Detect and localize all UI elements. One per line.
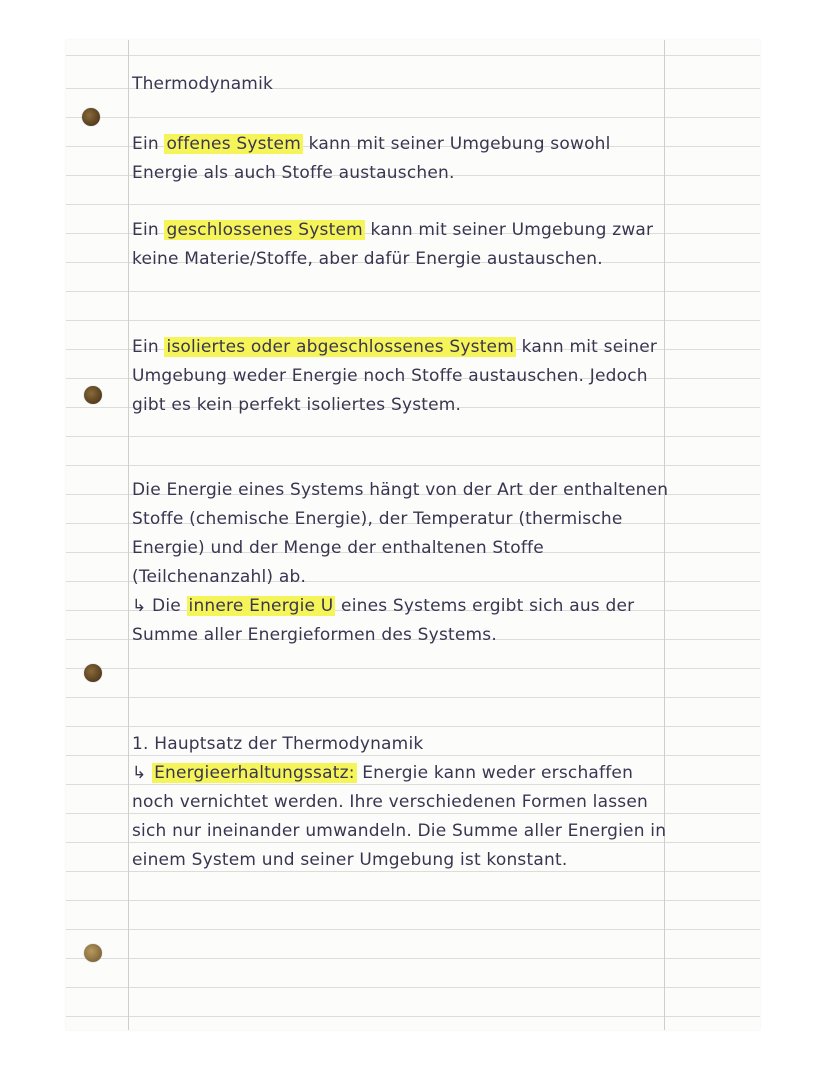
text-segment: Die Energie eines Systems hängt von der Art der enthaltenen Stoffe (chemische Energie), der Temperatur (thermische Energie) und der Menge der enthaltenen Stoffe (Teilchenanzahl) ab. — [132, 480, 669, 587]
highlighted-term: Energieerhaltungssatz: — [154, 763, 355, 783]
highlighted-term: innere Energie U — [188, 596, 334, 616]
text-segment: eines Systems ergibt sich aus der Summe aller Energieformen des Systems. — [132, 596, 635, 645]
highlighted-term: isoliertes oder abgeschlossenes System — [166, 337, 514, 357]
section-heading: 1. Hauptsatz der Thermodynamik — [132, 734, 424, 754]
text-segment: kann mit seiner Umgebung weder Energie noch Stoffe austauschen. Jedoch gibt es kein perfekt isoliertes System. — [132, 337, 658, 415]
punch-hole-icon — [82, 108, 100, 126]
text-segment: ↳ Die — [132, 596, 187, 616]
paragraph-open-system — [132, 130, 672, 188]
left-margin-line — [128, 40, 129, 1030]
text-segment: Energie kann weder erschaffen noch vernichtet werden. Ihre verschiedenen Formen lassen sich nur ineinander umwandeln. Die Summe aller Energien in einem System und seiner Umgebung ist konstant. — [132, 763, 667, 870]
page-title: Thermodynamik — [132, 74, 274, 94]
paragraph-first-law — [132, 730, 672, 875]
highlighted-term: offenes System — [166, 134, 301, 154]
paragraph-closed-system — [132, 216, 672, 274]
paragraph-system-energy — [132, 476, 672, 650]
text-segment: Ein — [132, 220, 165, 240]
text-segment: kann mit seiner Umgebung zwar keine Materie/Stoffe, aber dafür Energie austauschen. — [132, 220, 654, 269]
paragraph-isolated-system — [132, 333, 672, 420]
punch-hole-icon — [84, 944, 102, 962]
punch-hole-icon — [84, 664, 102, 682]
highlighted-term: geschlossenes System — [166, 220, 363, 240]
text-segment: Ein — [132, 134, 165, 154]
text-segment: ↳ — [132, 763, 153, 783]
punch-hole-icon — [84, 386, 102, 404]
text-segment: Ein — [132, 337, 165, 357]
text-segment: kann mit seiner Umgebung sowohl Energie als auch Stoffe austauschen. — [132, 134, 611, 183]
